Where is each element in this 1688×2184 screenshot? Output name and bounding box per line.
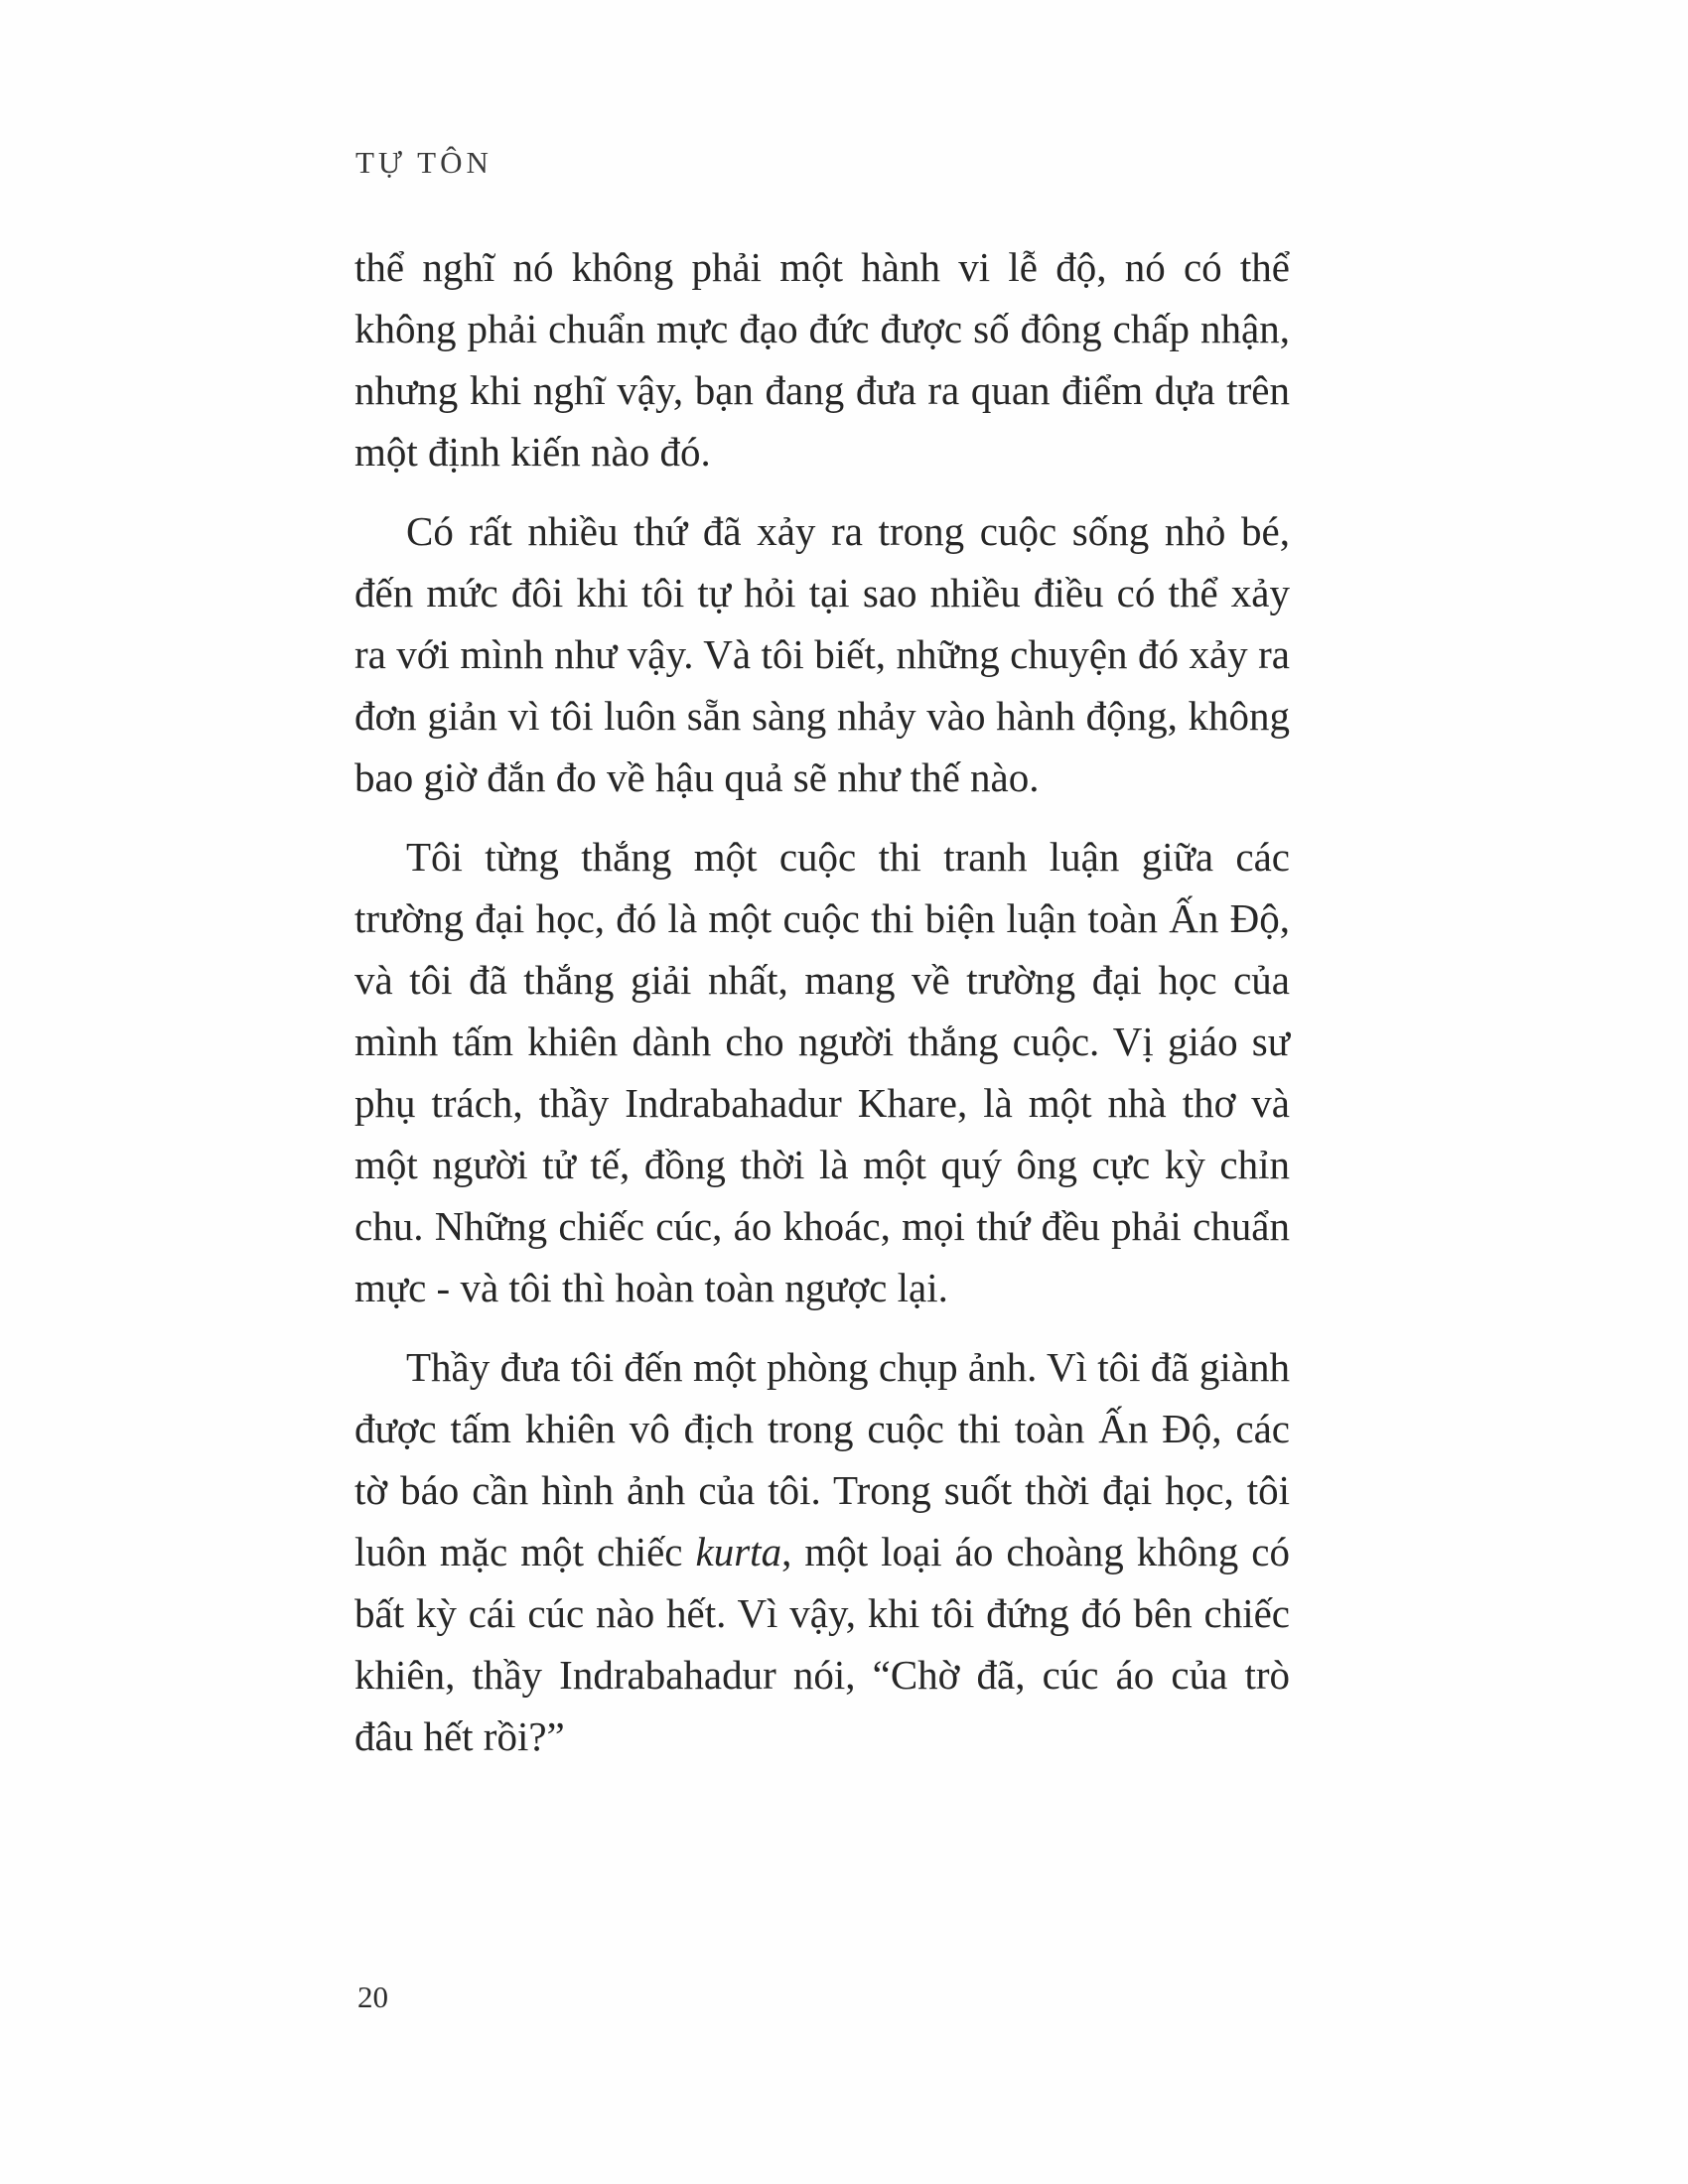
text-segment: , một loại áo choàng không có bất kỳ cái cúc nào hết. Vì vậy, khi tôi đứng đó bên chiếc khiên, thầy Indrabahadur nói, “Chờ đã, cúc áo của trò đâu hết rồi?” (354, 1529, 1290, 1759)
running-header: TỰ TÔN (355, 145, 492, 180)
text-segment: Thầy đưa tôi đến một phòng chụp ảnh. Vì tôi đã giành được tấm khiên vô địch trong cuộc thi toàn Ấn Độ, các tờ báo cần hình ảnh của tôi. Trong suốt thời đại học, tôi luôn mặc một chiếc (354, 1344, 1290, 1574)
page-number: 20 (357, 1979, 388, 2014)
paragraph (354, 236, 1290, 482)
body-text (354, 236, 1290, 1767)
paragraph (354, 826, 1290, 1318)
text-segment: thể nghĩ nó không phải một hành vi lễ độ, nó có thể không phải chuẩn mực đạo đức được số đông chấp nhận, nhưng khi nghĩ vậy, bạn đang đưa ra quan điểm dựa trên một định kiến nào đó. (354, 244, 1290, 475)
text-segment: Tôi từng thắng một cuộc thi tranh luận giữa các trường đại học, đó là một cuộc thi biện luận toàn Ấn Độ, và tôi đã thắng giải nhất, mang về trường đại học của mình tấm khiên dành cho người thắng cuộc. Vị giáo sư phụ trách, thầy Indrabahadur Khare, là một nhà thơ và một người tử tế, đồng thời là một quý ông cực kỳ chỉn chu. Những chiếc cúc, áo khoác, mọi thứ đều phải chuẩn mực - và tôi thì hoàn toàn ngược lại. (354, 834, 1290, 1310)
paragraph (354, 1336, 1290, 1767)
text-segment: Có rất nhiều thứ đã xảy ra trong cuộc sống nhỏ bé, đến mức đôi khi tôi tự hỏi tại sao nhiều điều có thể xảy ra với mình như vậy. Và tôi biết, những chuyện đó xảy ra đơn giản vì tôi luôn sẵn sàng nhảy vào hành động, không bao giờ đắn đo về hậu quả sẽ như thế nào. (354, 508, 1290, 800)
italic-text: kurta (695, 1529, 782, 1574)
paragraph (354, 500, 1290, 808)
